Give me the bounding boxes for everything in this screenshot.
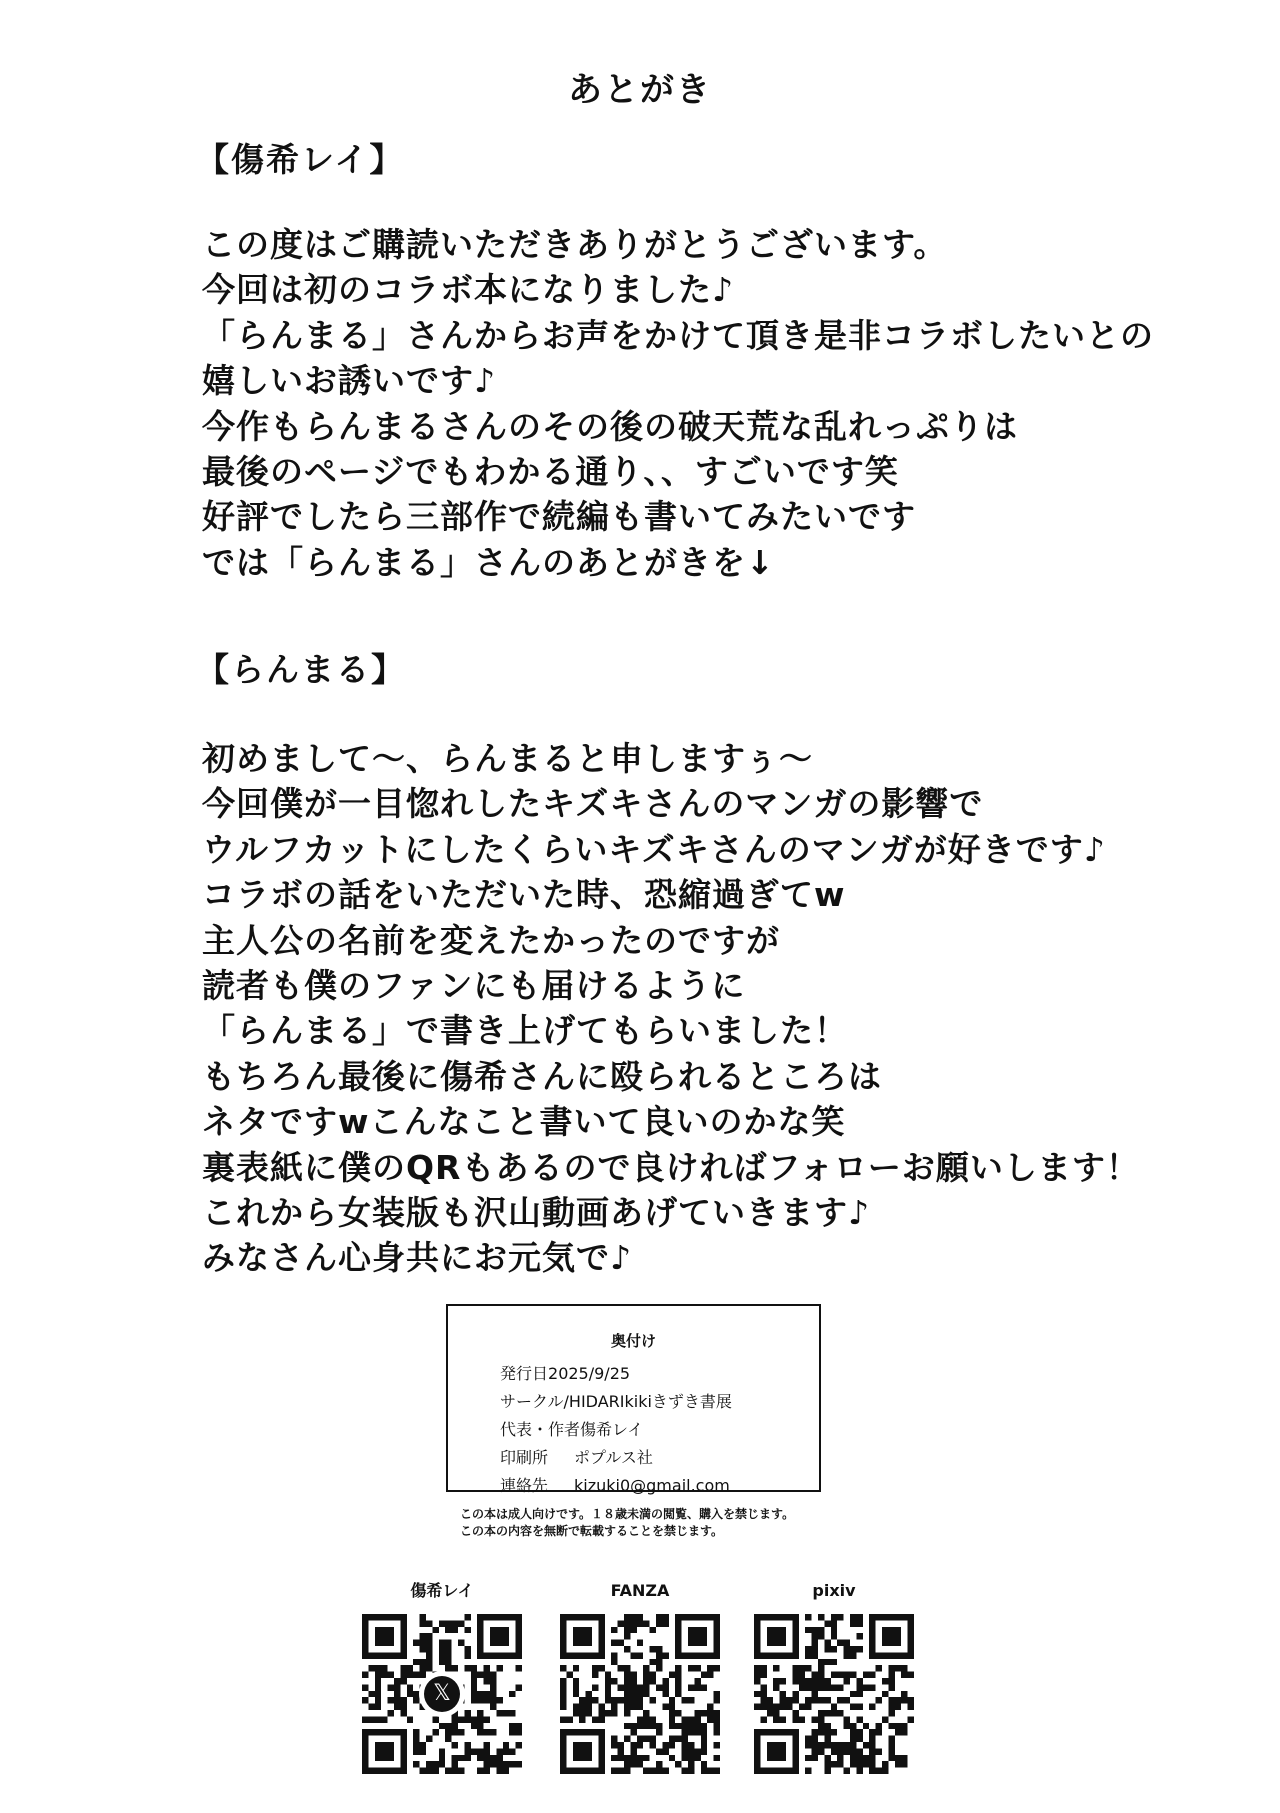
qr-block-pixiv (749, 1580, 919, 1774)
colophon-label: 発行日 (500, 1364, 549, 1383)
colophon-label: サークル/ (500, 1392, 569, 1411)
colophon-value: 2025/9/25 (548, 1364, 631, 1383)
colophon-row-printer (500, 1444, 732, 1472)
afterword-line: では「らんまる」さんのあとがきを↓ (202, 542, 775, 582)
afterword-line: この度はご購読いただきありがとうございます。 (202, 225, 948, 264)
age-restriction-notice: この本は成人向けです。１８歳未満の閲覧、購入を禁じます。 (460, 1507, 795, 1521)
qr-label: pixiv (812, 1581, 856, 1600)
colophon-title: 奥付け (610, 1332, 656, 1350)
colophon-label: 代表・作者 (500, 1420, 581, 1439)
legal-notices (460, 1506, 794, 1540)
colophon-row-circle (500, 1388, 732, 1416)
qr-label: 傷希レイ (410, 1581, 474, 1600)
afterword-line: 最後のページでもわかる通り、、すごいです笑 (202, 452, 899, 492)
section-heading-author: 【傷希レイ】 (196, 140, 405, 179)
afterword-line: 「らんまる」で書き上げてもらいました！ (202, 1011, 848, 1051)
afterword-line: 今回は初のコラボ本になりました♪ (202, 270, 735, 310)
qr-block-fanza (555, 1580, 725, 1774)
afterword-line: 主人公の名前を変えたかったのですが (202, 920, 780, 960)
colophon-value: HIDARIkikiきずき書展 (568, 1392, 732, 1411)
afterword-line: コラボの話をいただいた時、恐縮過ぎてw (202, 875, 846, 915)
qr-code-author[interactable] (362, 1614, 522, 1774)
colophon-value: ポプルス社 (574, 1448, 653, 1467)
afterword-line: 今回僕が一目惚れしたキズキさんのマンガの影響で (202, 784, 984, 824)
section-heading-collaborator: 【らんまる】 (196, 650, 406, 689)
afterword-line: 初めまして〜、らんまると申しますぅ〜 (202, 739, 814, 778)
colophon-row-author (500, 1416, 732, 1444)
collaborator-afterword (202, 736, 1202, 1281)
colophon-value: 傷希レイ (580, 1420, 644, 1439)
qr-code-fanza[interactable] (560, 1614, 720, 1774)
afterword-line: 読者も僕のファンにも届けるように (202, 966, 746, 1006)
afterword-line: ネタですwこんなこと書いて良いのかな笑 (202, 1102, 846, 1142)
afterword-line: 今作もらんまるさんのその後の破天荒な乱れっぷりは (202, 406, 1018, 446)
colophon-box (446, 1304, 821, 1495)
qr-block-author (357, 1580, 527, 1774)
colophon-label: 連絡先 (500, 1476, 549, 1495)
afterword-line: ウルフカットにしたくらいキズキさんのマンガが好きです♪ (202, 829, 1106, 869)
afterword-line: 裏表紙に僕のQRもあるので良ければフォローお願いします！ (202, 1147, 1140, 1187)
qr-code-pixiv[interactable] (754, 1614, 914, 1774)
afterword-line: もちろん最後に傷希さんに殴られるところは (202, 1056, 882, 1096)
qr-code-pattern (560, 1614, 720, 1774)
x-logo-icon: 𝕏 (424, 1676, 460, 1712)
copyright-notice: この本の内容を無断で転載することを禁じます。 (460, 1524, 724, 1538)
colophon-row-date (500, 1360, 732, 1388)
afterword-line: 好評でしたら三部作で続編も書いてみたいです (202, 497, 916, 537)
afterword-line: これから女装版も沢山動画あげていきます♪ (202, 1193, 871, 1233)
colophon-label: 印刷所 (500, 1448, 549, 1467)
afterword-line: 嬉しいお誘いです♪ (202, 361, 497, 401)
qr-code-pattern (754, 1614, 914, 1774)
afterword-line: 「らんまる」さんからお声をかけて頂き是非コラボしたいとの (202, 315, 1154, 355)
page-title: あとがき (568, 70, 712, 110)
colophon-details (500, 1360, 732, 1500)
afterword-line: みなさん心身共にお元気で♪ (202, 1238, 633, 1278)
colophon-value: kizuki0@gmail.com (574, 1476, 730, 1495)
colophon-row-contact (500, 1472, 732, 1500)
author-afterword (202, 222, 1202, 585)
qr-label: FANZA (610, 1581, 670, 1600)
